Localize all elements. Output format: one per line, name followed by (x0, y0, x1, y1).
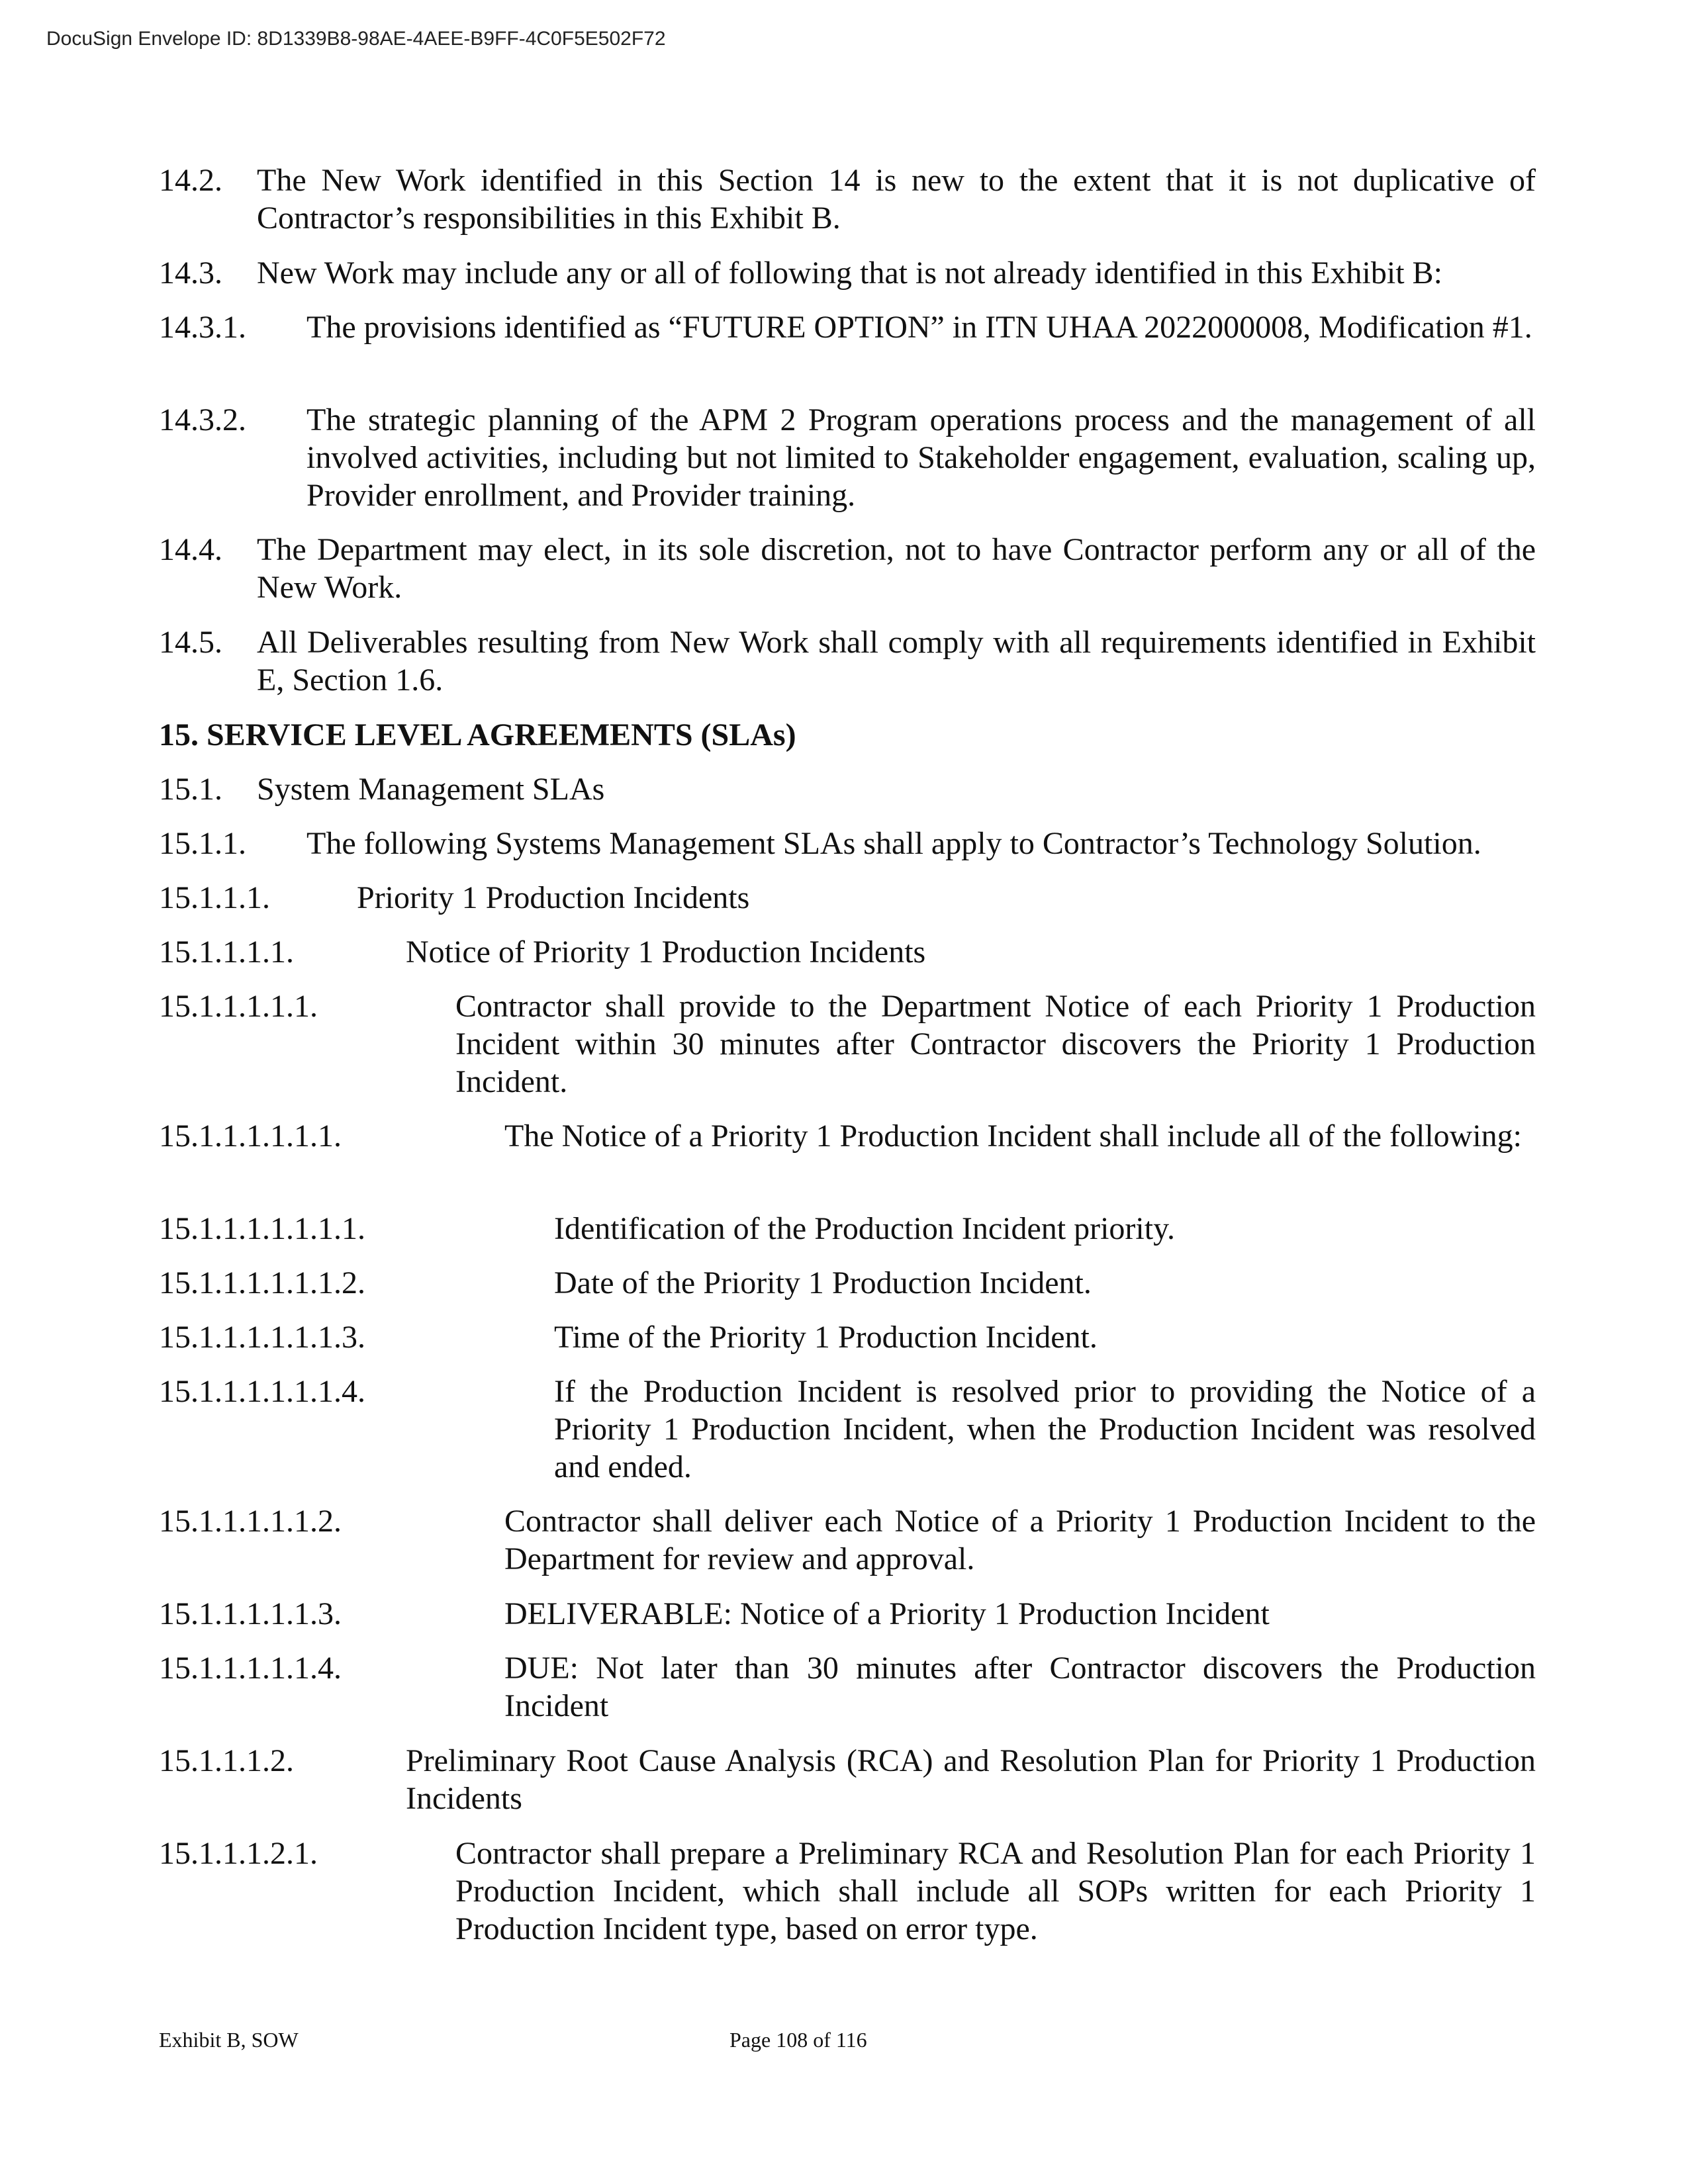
clause-number: 15.1.1.1.1.1.1.2. (159, 1265, 365, 1300)
clause-text: The following Systems Management SLAs shall apply to Contractor’s Technology Solution. (306, 826, 1481, 861)
clause-number: 14.3.2. (159, 402, 246, 437)
clause-text: Priority 1 Production Incidents (357, 880, 750, 915)
clause-text: Contractor shall prepare a Preliminary RCA and Resolution Plan for each Priority 1 Production Incident, which shall include all SOPs written for each Priority 1 Production Incident type, based on error type. (455, 1836, 1536, 1946)
clause-number: 15.1.1.1.1.1.1.4. (159, 1374, 365, 1409)
clause-text: Date of the Priority 1 Production Incident. (554, 1265, 1092, 1300)
clause-text: DELIVERABLE: Notice of a Priority 1 Production Incident (504, 1596, 1270, 1631)
clause-number: 14.4. (159, 532, 222, 567)
clause-number: 14.2. (159, 163, 222, 198)
clause-number: 15.1.1.1.1.1. (159, 989, 318, 1024)
clause-number: 15.1.1.1.1.1.1.1. (159, 1211, 365, 1246)
footer-document-name: Exhibit B, SOW (159, 2028, 299, 2052)
docusign-envelope-id: DocuSign Envelope ID: 8D1339B8-98AE-4AEE-B9FF-4C0F5E502F72 (46, 28, 666, 50)
clause-text: Preliminary Root Cause Analysis (RCA) and Resolution Plan for Priority 1 Production Incidents (406, 1743, 1536, 1816)
section-heading: 15. SERVICE LEVEL AGREEMENTS (SLAs) (159, 717, 796, 752)
clause-text: DUE: Not later than 30 minutes after Contractor discovers the Production Incident (504, 1651, 1536, 1723)
clause-text: Contractor shall provide to the Department Notice of each Priority 1 Production Incident within 30 minutes after Contractor discovers the Priority 1 Production Incident. (455, 989, 1536, 1099)
clause-number: 15.1.1.1. (159, 880, 270, 915)
clause-text: All Deliverables resulting from New Work shall comply with all requirements identified in Exhibit E, Section 1.6. (257, 625, 1536, 698)
clause-number: 15.1.1.1.1.1.1. (159, 1118, 342, 1154)
clause-number: 15.1. (159, 772, 222, 807)
clause-text: The provisions identified as “FUTURE OPTION” in ITN UHAA 2022000008, Modification #1. (306, 310, 1532, 345)
clause-number: 15.1.1.1.2. (159, 1743, 294, 1778)
clause-number: 15.1.1.1.1.1.1.3. (159, 1320, 365, 1355)
clause-text: The Notice of a Priority 1 Production Incident shall include all of the following: (504, 1118, 1522, 1154)
clause-number: 14.3.1. (159, 310, 246, 345)
clause-text: The New Work identified in this Section 14 is new to the extent that it is not duplicative of Contractor’s responsibilities in this Exhibit B. (257, 163, 1536, 236)
clause-text: Notice of Priority 1 Production Incidents (406, 934, 926, 970)
clause-number: 14.3. (159, 255, 222, 291)
clause-number: 15.1.1.1.1.1.3. (159, 1596, 342, 1631)
clause-text: If the Production Incident is resolved prior to providing the Notice of a Priority 1 Production Incident, when the Production Incident was resolved and ended. (554, 1374, 1536, 1484)
clause-number: 15.1.1.1.1. (159, 934, 294, 970)
clause-number: 15.1.1.1.2.1. (159, 1836, 318, 1871)
clause-text: New Work may include any or all of following that is not already identified in this Exhibit B: (257, 255, 1442, 291)
footer-page-number: Page 108 of 116 (729, 2028, 867, 2052)
clause-text: The strategic planning of the APM 2 Program operations process and the management of all involved activities, including but not limited to Stakeholder engagement, evaluation, scaling up, Provider enrollment, and Provider training. (306, 402, 1536, 513)
clause-number: 15.1.1.1.1.1.4. (159, 1651, 342, 1686)
clause-number: 15.1.1. (159, 826, 246, 861)
clause-text: System Management SLAs (257, 772, 605, 807)
clause-text: Identification of the Production Incident priority. (554, 1211, 1175, 1246)
clause-text: Time of the Priority 1 Production Incident. (554, 1320, 1098, 1355)
clause-text: The Department may elect, in its sole discretion, not to have Contractor perform any or all of the New Work. (257, 532, 1536, 605)
clause-number: 15.1.1.1.1.1.2. (159, 1504, 342, 1539)
clause-number: 14.5. (159, 625, 222, 660)
clause-text: Contractor shall deliver each Notice of a Priority 1 Production Incident to the Department for review and approval. (504, 1504, 1536, 1576)
